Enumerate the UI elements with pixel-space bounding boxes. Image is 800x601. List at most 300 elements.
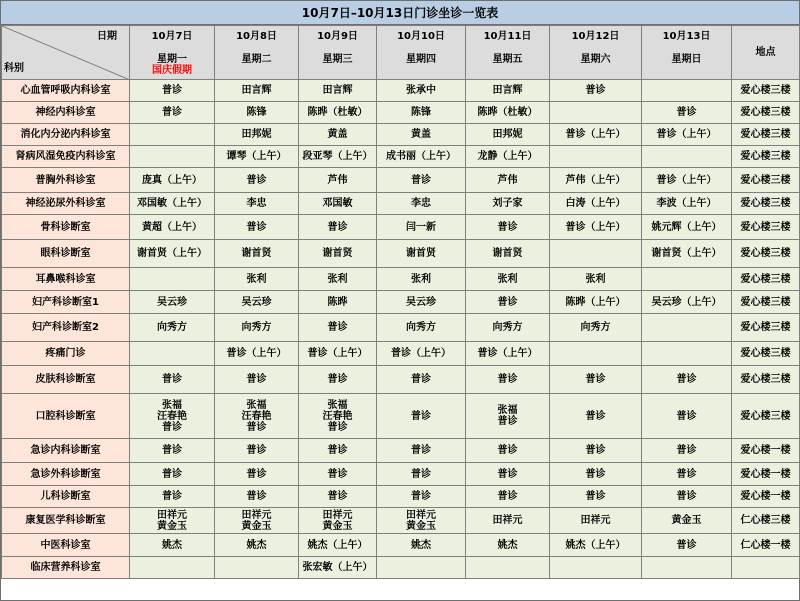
schedule-cell xyxy=(550,557,642,579)
schedule-cell xyxy=(299,193,377,215)
location-cell: 爱心楼三楼 xyxy=(732,342,800,366)
schedule-cell xyxy=(642,80,732,102)
table-row xyxy=(2,342,800,366)
cell-line: 黄超（上午） xyxy=(142,221,202,233)
schedule-cell xyxy=(299,557,377,579)
schedule-cell xyxy=(215,168,299,193)
schedule-cell xyxy=(550,439,642,463)
cell-line: 普诊 xyxy=(411,174,431,186)
cell-line: 普诊 xyxy=(162,421,182,433)
cell-line: 普诊 xyxy=(246,421,267,433)
schedule-cell xyxy=(466,268,550,291)
schedule-cell xyxy=(215,291,299,314)
cell-line: 田言辉 xyxy=(241,85,272,96)
schedule-cell xyxy=(215,215,299,240)
cell-line: 黄金玉 xyxy=(157,520,187,532)
cell-line: 田言辉 xyxy=(322,85,353,96)
schedule-cell xyxy=(377,193,466,215)
schedule-cell xyxy=(130,557,215,579)
schedule-cell xyxy=(466,534,550,557)
schedule-cell xyxy=(466,168,550,193)
schedule-cell xyxy=(215,102,299,124)
schedule-cell xyxy=(299,268,377,291)
cell-line: 向秀方 xyxy=(157,322,187,333)
cell-line: 张利 xyxy=(327,273,348,285)
schedule-cell xyxy=(466,146,550,168)
schedule-cell xyxy=(466,291,550,314)
table-row xyxy=(2,215,800,240)
date-label: 日期 xyxy=(97,31,117,42)
cell-line: 普诊 xyxy=(246,174,267,186)
cell-line: 普诊 xyxy=(585,374,606,385)
dept-name: 妇产科诊断室2 xyxy=(2,314,130,342)
schedule-cell xyxy=(642,342,732,366)
schedule-cell xyxy=(642,508,732,534)
cell-line: 普诊 xyxy=(162,491,182,502)
schedule-cell xyxy=(550,534,642,557)
schedule-cell xyxy=(215,193,299,215)
schedule-cell xyxy=(377,342,466,366)
cell-line: 吴云珍（上午） xyxy=(651,296,722,308)
schedule-cell xyxy=(642,534,732,557)
cell-line: 向秀方 xyxy=(406,322,436,333)
cell-line: 陈晔 xyxy=(327,296,348,308)
schedule-cell xyxy=(130,168,215,193)
cell-line: 陈晔（杜敏） xyxy=(307,107,368,118)
cell-line: 田祥元 xyxy=(492,515,523,526)
schedule-cell xyxy=(377,102,466,124)
location-cell: 爱心楼三楼 xyxy=(732,366,800,394)
schedule-cell xyxy=(642,168,732,193)
cell-line: 普诊 xyxy=(411,468,431,480)
location-cell: 爱心楼三楼 xyxy=(732,80,800,102)
schedule-cell xyxy=(642,557,732,579)
day-date: 10月12日 xyxy=(571,31,620,42)
cell-line: 普诊 xyxy=(676,468,697,480)
schedule-cell xyxy=(299,291,377,314)
cell-line: 田祥元 xyxy=(241,509,272,521)
schedule-cell xyxy=(550,80,642,102)
day-weekday: 星期一 xyxy=(157,54,187,65)
cell-line: 张利 xyxy=(585,273,606,285)
cell-line: 普诊 xyxy=(497,445,518,456)
table-row xyxy=(2,193,800,215)
cell-line: 姚杰 xyxy=(246,539,267,551)
schedule-cell xyxy=(377,534,466,557)
schedule-cell xyxy=(550,486,642,508)
day-date: 10月9日 xyxy=(317,31,358,42)
schedule-cell xyxy=(130,342,215,366)
cell-line: 普诊 xyxy=(327,445,348,456)
cell-line: 向秀方 xyxy=(241,322,272,333)
cell-line: 张利 xyxy=(246,273,267,285)
schedule-cell xyxy=(299,439,377,463)
cell-line: 汪春艳 xyxy=(157,410,187,422)
cell-line: 张承中 xyxy=(406,85,436,96)
schedule-cell xyxy=(299,102,377,124)
schedule-cell xyxy=(130,146,215,168)
day-weekday: 星期五 xyxy=(492,54,523,65)
cell-line: 普诊 xyxy=(246,468,267,480)
cell-line: 普诊 xyxy=(585,410,606,422)
schedule-cell xyxy=(130,463,215,486)
table-row xyxy=(2,557,800,579)
cell-line: 普诊 xyxy=(497,491,518,502)
cell-line: 黄金玉 xyxy=(406,520,436,532)
schedule-cell xyxy=(466,193,550,215)
cell-line: 普诊 xyxy=(497,416,518,427)
location-cell: 爱心楼三楼 xyxy=(732,168,800,193)
schedule-cell xyxy=(130,534,215,557)
cell-line: 谢首贤 xyxy=(241,248,272,259)
cell-line: 黄金玉 xyxy=(671,515,702,526)
location-cell: 仁心楼一楼 xyxy=(732,534,800,557)
schedule-cell xyxy=(377,268,466,291)
table-row xyxy=(2,314,800,342)
cell-line: 谢首贤（上午） xyxy=(651,248,722,259)
cell-line: 黄盖 xyxy=(411,129,431,140)
dept-name: 儿科诊断室 xyxy=(2,486,130,508)
day-header xyxy=(377,26,466,80)
schedule-cell xyxy=(215,463,299,486)
schedule-cell xyxy=(642,193,732,215)
cell-line: 吴云珍 xyxy=(241,296,272,308)
day-date: 10月10日 xyxy=(397,31,445,42)
day-header xyxy=(130,26,215,80)
table-row xyxy=(2,268,800,291)
schedule-cell xyxy=(466,463,550,486)
schedule-cell xyxy=(377,146,466,168)
cell-line: 汪春艳 xyxy=(241,410,272,422)
schedule-cell xyxy=(550,215,642,240)
schedule-cell xyxy=(215,124,299,146)
schedule-cell xyxy=(130,102,215,124)
schedule-cell xyxy=(377,124,466,146)
dept-label: 科别 xyxy=(4,63,24,74)
cell-line: 黄金玉 xyxy=(241,520,272,532)
cell-line: 普诊（上午） xyxy=(307,348,368,359)
cell-line: 李波（上午） xyxy=(656,198,717,209)
schedule-cell xyxy=(299,124,377,146)
cell-line: 黄金玉 xyxy=(322,520,353,532)
cell-line: 普诊 xyxy=(676,491,697,502)
schedule-cell xyxy=(299,168,377,193)
location-cell: 爱心楼一楼 xyxy=(732,439,800,463)
table-row xyxy=(2,102,800,124)
schedule-cell xyxy=(550,268,642,291)
dept-name: 眼科诊断室 xyxy=(2,240,130,268)
schedule-cell xyxy=(550,366,642,394)
dept-name: 耳鼻喉科诊室 xyxy=(2,268,130,291)
dept-name: 康复医学科诊断室 xyxy=(2,508,130,534)
schedule-cell xyxy=(642,463,732,486)
dept-name: 心血管呼吸内科诊室 xyxy=(2,80,130,102)
cell-line: 普诊 xyxy=(676,410,697,422)
schedule-cell xyxy=(299,463,377,486)
cell-line: 普诊 xyxy=(246,445,267,456)
schedule-cell xyxy=(215,80,299,102)
day-weekday: 星期二 xyxy=(241,54,272,65)
schedule-cell xyxy=(642,102,732,124)
schedule-cell xyxy=(377,314,466,342)
cell-line: 普诊（上午） xyxy=(656,174,717,186)
schedule-cell xyxy=(642,394,732,439)
day-date: 10月11日 xyxy=(483,31,532,42)
cell-line: 姚元辉（上午） xyxy=(651,221,722,233)
cell-line: 普诊 xyxy=(676,445,697,456)
dept-name: 口腔科诊断室 xyxy=(2,394,130,439)
cell-line: 陈晔（杜敏） xyxy=(477,107,538,118)
location-cell: 爱心楼三楼 xyxy=(732,215,800,240)
cell-line: 姚杰（上午） xyxy=(565,539,626,551)
location-cell: 爱心楼三楼 xyxy=(732,193,800,215)
cell-line: 田邦妮 xyxy=(492,129,523,140)
schedule-cell xyxy=(215,314,299,342)
schedule-cell xyxy=(466,314,550,342)
cell-line: 张福 xyxy=(246,399,267,411)
schedule-cell xyxy=(550,508,642,534)
cell-line: 张利 xyxy=(411,273,431,285)
schedule-cell xyxy=(377,80,466,102)
cell-line: 刘子家 xyxy=(492,198,523,209)
cell-line: 芦伟 xyxy=(497,174,518,186)
table-row xyxy=(2,463,800,486)
cell-line: 普诊 xyxy=(676,374,697,385)
cell-line: 谢首贤（上午） xyxy=(137,248,207,259)
cell-line: 普诊 xyxy=(246,491,267,502)
schedule-cell xyxy=(377,394,466,439)
schedule-cell xyxy=(642,439,732,463)
day-header xyxy=(299,26,377,80)
cell-line: 普诊 xyxy=(676,539,697,551)
schedule-cell xyxy=(130,291,215,314)
cell-line: 芦伟 xyxy=(327,174,348,186)
cell-line: 普诊 xyxy=(327,421,348,433)
schedule-cell xyxy=(299,394,377,439)
schedule-cell xyxy=(642,240,732,268)
location-cell xyxy=(732,557,800,579)
cell-line: 成书丽（上午） xyxy=(386,151,456,162)
day-weekday: 星期六 xyxy=(580,54,611,65)
cell-line: 陈晔（上午） xyxy=(565,296,626,308)
cell-line: 普诊 xyxy=(497,296,518,308)
schedule-cell xyxy=(466,80,550,102)
schedule-cell xyxy=(130,240,215,268)
schedule-cell xyxy=(377,557,466,579)
table-row xyxy=(2,240,800,268)
schedule-cell xyxy=(299,314,377,342)
table-row xyxy=(2,486,800,508)
cell-line: 芦伟（上午） xyxy=(565,174,626,186)
cell-line: 谭琴（上午） xyxy=(226,151,287,162)
day-date: 10月8日 xyxy=(236,31,277,42)
cell-line: 邓国敏（上午） xyxy=(137,198,207,209)
cell-line: 陈锋 xyxy=(411,107,431,118)
cell-line: 普诊 xyxy=(497,221,518,233)
location-cell: 爱心楼三楼 xyxy=(732,102,800,124)
schedule-cell xyxy=(130,508,215,534)
table-row xyxy=(2,394,800,439)
schedule-cell xyxy=(550,146,642,168)
cell-line: 田祥元 xyxy=(322,509,353,521)
schedule-cell xyxy=(642,268,732,291)
cell-line: 陈锋 xyxy=(246,107,267,118)
schedule-cell xyxy=(215,439,299,463)
schedule-cell xyxy=(215,146,299,168)
cell-line: 龙静（上午） xyxy=(477,151,538,162)
cell-line: 向秀方 xyxy=(580,322,611,333)
location-cell: 爱心楼三楼 xyxy=(732,394,800,439)
cell-line: 普诊 xyxy=(411,374,431,385)
schedule-cell xyxy=(377,240,466,268)
dept-name: 皮肤科诊断室 xyxy=(2,366,130,394)
schedule-cell xyxy=(215,394,299,439)
cell-line: 谢首贤 xyxy=(322,248,353,259)
cell-line: 普诊 xyxy=(327,221,348,233)
header-row xyxy=(2,26,800,80)
schedule-cell xyxy=(377,486,466,508)
header-corner xyxy=(2,26,130,80)
location-cell: 爱心楼三楼 xyxy=(732,291,800,314)
schedule-cell xyxy=(299,240,377,268)
cell-line: 汪春艳 xyxy=(322,410,353,422)
schedule-cell xyxy=(299,366,377,394)
schedule-cell xyxy=(299,342,377,366)
schedule-cell xyxy=(550,342,642,366)
cell-line: 庞真（上午） xyxy=(142,174,202,186)
schedule-cell xyxy=(642,366,732,394)
cell-line: 普诊（上午） xyxy=(565,221,626,233)
table-row xyxy=(2,291,800,314)
cell-line: 黄盖 xyxy=(327,129,348,140)
cell-line: 谢首贤 xyxy=(406,248,436,259)
schedule-cell xyxy=(130,80,215,102)
cell-line: 普诊（上午） xyxy=(477,348,538,359)
schedule-cell xyxy=(642,146,732,168)
location-cell: 爱心楼一楼 xyxy=(732,486,800,508)
schedule-cell xyxy=(299,486,377,508)
location-cell: 爱心楼三楼 xyxy=(732,314,800,342)
schedule-cell xyxy=(466,240,550,268)
cell-line: 李忠 xyxy=(246,198,267,209)
schedule-cell xyxy=(466,342,550,366)
dept-name: 肾病风湿免疫内科诊室 xyxy=(2,146,130,168)
schedule-cell xyxy=(466,102,550,124)
schedule-cell xyxy=(377,215,466,240)
schedule-cell xyxy=(466,439,550,463)
schedule-cell xyxy=(130,193,215,215)
location-header: 地点 xyxy=(732,26,800,80)
schedule-cell xyxy=(642,486,732,508)
schedule-cell xyxy=(377,439,466,463)
schedule-cell xyxy=(642,215,732,240)
cell-line: 张福 xyxy=(497,405,518,416)
schedule-cell xyxy=(377,168,466,193)
cell-line: 张福 xyxy=(162,399,182,411)
schedule-cell xyxy=(299,80,377,102)
cell-line: 普诊 xyxy=(162,445,182,456)
cell-line: 普诊 xyxy=(585,445,606,456)
cell-line: 白涛（上午） xyxy=(565,198,626,209)
cell-line: 邓国敏 xyxy=(322,198,353,209)
table-row xyxy=(2,80,800,102)
cell-line: 普诊 xyxy=(162,107,182,118)
schedule-cell xyxy=(130,439,215,463)
cell-line: 姚杰 xyxy=(162,539,182,551)
schedule-cell xyxy=(377,508,466,534)
cell-line: 普诊 xyxy=(411,410,431,422)
cell-line: 普诊 xyxy=(327,491,348,502)
dept-name: 疼痛门诊 xyxy=(2,342,130,366)
cell-line: 普诊 xyxy=(162,468,182,480)
day-header xyxy=(550,26,642,80)
schedule-cell xyxy=(215,534,299,557)
table-row xyxy=(2,534,800,557)
cell-line: 张宏敏（上午） xyxy=(302,562,373,573)
location-cell: 爱心楼三楼 xyxy=(732,268,800,291)
dept-name: 神经泌尿外科诊室 xyxy=(2,193,130,215)
schedule-cell xyxy=(550,102,642,124)
cell-line: 田祥元 xyxy=(157,509,187,521)
day-weekday: 星期四 xyxy=(406,54,436,65)
schedule-cell xyxy=(466,366,550,394)
cell-line: 姚杰 xyxy=(497,539,518,551)
schedule-cell xyxy=(550,291,642,314)
table-row xyxy=(2,168,800,193)
cell-line: 普诊 xyxy=(162,85,182,96)
schedule-cell xyxy=(215,557,299,579)
schedule-cell xyxy=(130,486,215,508)
cell-line: 闫一新 xyxy=(406,221,436,233)
location-cell: 爱心楼三楼 xyxy=(732,124,800,146)
schedule-table xyxy=(1,25,800,579)
cell-line: 田祥元 xyxy=(406,509,436,521)
schedule-cell xyxy=(642,314,732,342)
cell-line: 向秀方 xyxy=(492,322,523,333)
schedule-cell xyxy=(130,124,215,146)
schedule-cell xyxy=(377,291,466,314)
schedule-cell xyxy=(130,215,215,240)
table-row xyxy=(2,124,800,146)
location-cell: 仁心楼三楼 xyxy=(732,508,800,534)
cell-line: 普诊 xyxy=(585,491,606,502)
schedule-cell xyxy=(466,394,550,439)
schedule-cell xyxy=(550,168,642,193)
schedule-cell xyxy=(299,534,377,557)
cell-line: 田祥元 xyxy=(580,515,611,526)
schedule-cell xyxy=(215,268,299,291)
schedule-cell xyxy=(550,394,642,439)
cell-line: 普诊 xyxy=(246,221,267,233)
schedule-cell xyxy=(130,268,215,291)
cell-line: 普诊 xyxy=(327,374,348,385)
cell-line: 张利 xyxy=(497,273,518,285)
day-header xyxy=(642,26,732,80)
table-row xyxy=(2,439,800,463)
cell-line: 普诊 xyxy=(327,468,348,480)
cell-line: 吴云珍 xyxy=(406,296,436,308)
cell-line: 田邦妮 xyxy=(241,129,272,140)
schedule-cell xyxy=(642,124,732,146)
cell-line: 普诊 xyxy=(585,85,606,96)
table-row xyxy=(2,366,800,394)
schedule-cell xyxy=(130,366,215,394)
cell-line: 普诊 xyxy=(585,468,606,480)
cell-line: 李忠 xyxy=(411,198,431,209)
day-header xyxy=(466,26,550,80)
cell-line: 普诊 xyxy=(327,322,348,333)
schedule-cell xyxy=(550,463,642,486)
